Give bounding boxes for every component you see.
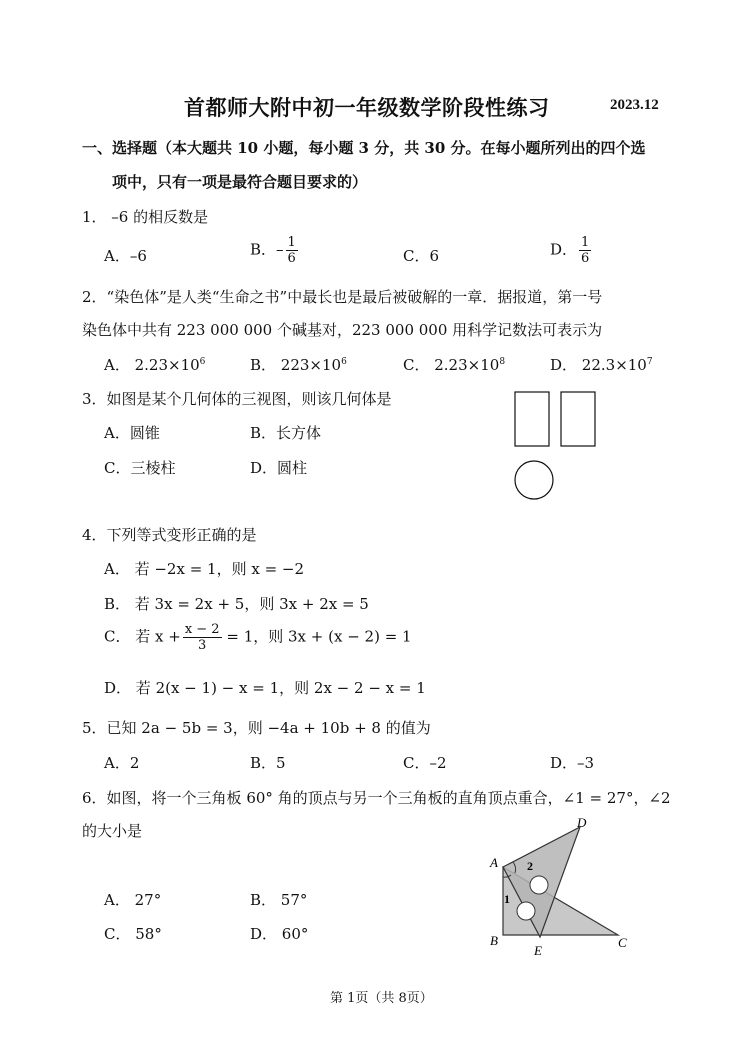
three-view-figure	[505, 385, 615, 505]
q1-b-den: 6	[287, 251, 296, 266]
q2-stem-line1: 2．“染色体”是人类“生命之书”中最长也是最后被破解的一章．据报道，第一号	[82, 288, 603, 306]
side-view-rect	[561, 392, 595, 446]
q1-option-d	[550, 235, 591, 266]
q4-option-c	[104, 622, 412, 653]
q6-stem-line2: 的大小是	[82, 822, 143, 840]
top-view-circle	[515, 461, 553, 499]
q2-option-c: C． $2.23\times 10^8$	[403, 356, 506, 374]
q3-stem: 3．如图是某个几何体的三视图，则该几何体是	[82, 390, 392, 408]
q5-option-d: D．–3	[550, 754, 595, 772]
q4-option-b: B． 若 3x = 2x + 5，则 3x + 2x = 5	[104, 595, 369, 613]
page-footer: 第 1页（共 8页）	[330, 991, 433, 1006]
label-angle-2: 2	[527, 859, 533, 873]
q2-option-d: D． $22.3\times 10^7$	[550, 356, 653, 374]
q5-option-b: B．5	[250, 754, 286, 772]
q6-stem-line1: 6．如图，将一个三角板 60° 角的顶点与另一个三角板的直角顶点重合，∠1 = 27°，∠2	[82, 789, 671, 807]
q3-option-d: D．圆柱	[250, 459, 308, 477]
section-heading-line1: 一、选择题（本大题共 10 小题，每小题 3 分，共 30 分。在每小题所列出的四个选	[82, 139, 646, 157]
page-title: 首都师大附中初一年级数学阶段性练习	[184, 95, 550, 120]
q4-option-d: D． 若 2(x − 1) − x = 1，则 2x − 2 − x = 1	[104, 679, 426, 697]
q4-c-den: 3	[198, 638, 207, 653]
q1-stem: 1． –6 的相反数是	[82, 208, 209, 226]
q6-option-b: B． 57°	[250, 891, 308, 909]
section-heading-line2: 项中，只有一项是最符合题目要求的）	[112, 173, 368, 191]
q1-option-c: C．6	[403, 247, 440, 265]
board-hole-lower	[517, 902, 535, 920]
q2-option-b: B． $223\times 10^6$	[250, 356, 347, 374]
q4-option-a: A． 若 −2x = 1，则 x = −2	[104, 560, 305, 578]
q1-d-prefix: D．	[550, 240, 578, 259]
label-d: D	[577, 815, 587, 830]
q5-option-a: A．2	[104, 754, 140, 772]
q6-option-a: A． 27°	[104, 891, 162, 909]
q1-d-num: 1	[581, 235, 590, 250]
q4-c-num: x − 2	[184, 622, 220, 637]
exam-date: 2023.12	[610, 97, 659, 113]
label-c: C	[618, 935, 627, 950]
q3-option-b: B．长方体	[250, 424, 322, 442]
q4-c-suffix: = 1，则 3x + (x − 2) = 1	[226, 627, 412, 646]
q2-option-a: A． $2.23\times 10^6$	[104, 356, 206, 374]
q1-d-fraction	[579, 235, 591, 266]
q1-b-prefix: B．–	[250, 240, 284, 259]
q4-c-prefix: C． 若 x +	[104, 627, 181, 646]
q2-stem-line2: 染色体中共有 223 000 000 个碱基对，223 000 000 用科学记数法可表示为	[82, 321, 603, 339]
q1-option-b	[250, 235, 298, 266]
q4-c-fraction	[183, 622, 222, 653]
q3-option-a: A．圆锥	[104, 424, 160, 442]
q6-option-d: D． 60°	[250, 925, 309, 943]
label-e: E	[534, 943, 542, 958]
label-angle-1: 1	[504, 892, 510, 906]
q5-stem: 5．已知 2a − 5b = 3，则 −4a + 10b + 8 的值为	[82, 719, 431, 737]
q5-option-c: C．–2	[403, 754, 447, 772]
q1-b-fraction	[286, 235, 298, 266]
label-b: B	[490, 933, 498, 948]
q4-stem: 4．下列等式变形正确的是	[82, 526, 257, 544]
q3-option-c: C．三棱柱	[104, 459, 176, 477]
q6-option-c: C． 58°	[104, 925, 162, 943]
board-hole-upper	[530, 876, 548, 894]
q1-option-a: A．–6	[104, 247, 147, 265]
q1-d-den: 6	[581, 251, 590, 266]
front-view-rect	[515, 392, 549, 446]
label-a: A	[490, 855, 498, 870]
q1-b-num: 1	[287, 235, 296, 250]
triangle-boards-figure	[480, 815, 640, 960]
